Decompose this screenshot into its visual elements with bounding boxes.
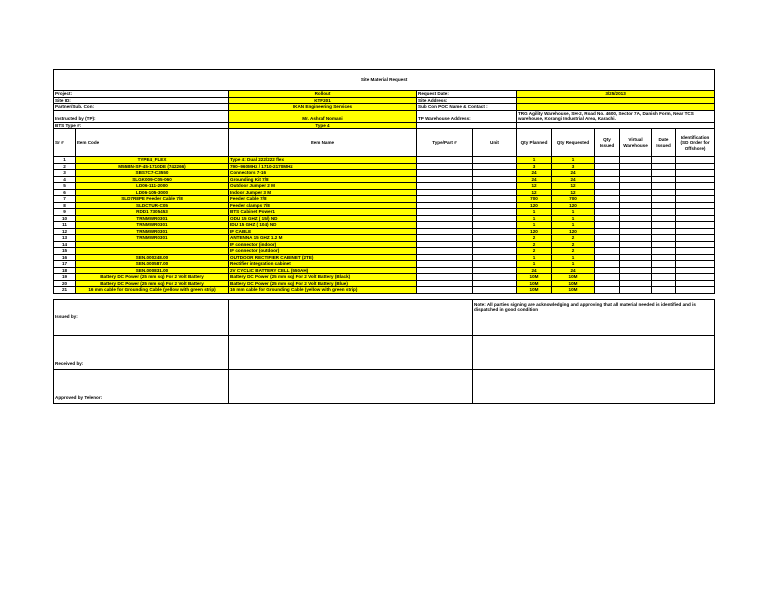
row-qty-planned: 24 xyxy=(517,170,552,177)
row-qty-planned: 120 xyxy=(517,202,552,209)
row-item-code: TRNMWR0301 xyxy=(76,228,229,235)
info-row xyxy=(54,97,715,104)
row-qty-requested: 3 xyxy=(552,163,595,170)
info-row xyxy=(54,122,715,129)
row-item-name: IF connector (indoor) xyxy=(229,241,417,248)
row-item-code: 16 mm cable for Grounding Cable (yellow with green strip) xyxy=(76,287,229,294)
row-qty-requested: 1 xyxy=(552,261,595,268)
column-header-code: Item Code xyxy=(76,129,229,157)
row-item-name: 16 mm cable for Grounding Cable (yellow with green strip) xyxy=(229,287,417,294)
row-item-code: Battery DC Power (25 mm sq) For 2 Volt Battery xyxy=(76,280,229,287)
row-qty-planned: 1 xyxy=(517,209,552,216)
row-qty-requested: 24 xyxy=(552,176,595,183)
signature-field xyxy=(229,299,473,335)
row-item-code: SEN.000587.00 xyxy=(76,261,229,268)
issued-by-label: Issued by: xyxy=(54,299,229,335)
row-sr: 14 xyxy=(54,241,76,248)
info-label: Project: xyxy=(54,91,229,98)
row-qty-requested: 12 xyxy=(552,183,595,190)
signature-row xyxy=(54,299,715,335)
info-label-right: Sub Con POC Name & Contact : xyxy=(417,104,517,111)
row-sr: 18 xyxy=(54,267,76,274)
row-qty-planned: 3 xyxy=(517,163,552,170)
row-item-name: ODU 15 GHZ ( 15/) ND xyxy=(229,215,417,222)
info-row xyxy=(54,104,715,111)
row-qty-planned: 10M xyxy=(517,274,552,281)
row-qty-planned: 1 xyxy=(517,215,552,222)
column-header-sr: Sr # xyxy=(54,129,76,157)
row-item-name: Outdoor Jumper 2 M xyxy=(229,183,417,190)
row-item-name: Rectifier integration cabinet xyxy=(229,261,417,268)
row-qty-requested: 24 xyxy=(552,267,595,274)
row-qty-requested: 10M xyxy=(552,287,595,294)
column-header-name: Item Name xyxy=(229,129,417,157)
row-sr: 13 xyxy=(54,235,76,242)
row-sr: 12 xyxy=(54,228,76,235)
info-value-right xyxy=(517,104,715,111)
row-qty-requested: 10M xyxy=(552,274,595,281)
info-label: Site ID: xyxy=(54,97,229,104)
info-label: Partner/Sub. Con: xyxy=(54,104,229,111)
row-qty-requested: 120 xyxy=(552,228,595,235)
info-row xyxy=(54,110,715,122)
row-item-code: RDD1 7305453 xyxy=(76,209,229,216)
info-value: Type 4 xyxy=(229,122,417,129)
row-item-name: IF connector (outdoor) xyxy=(229,248,417,255)
row-item-name: Battery DC Power (25 mm sq) For 2 Volt Battery (Blue) xyxy=(229,280,417,287)
row-item-name: IF CABLE xyxy=(229,228,417,235)
column-header-requested: Qty Requested xyxy=(552,129,595,157)
row-item-name: Grounding Kit 7/8 xyxy=(229,176,417,183)
material-request-sheet xyxy=(53,69,714,404)
row-item-name: Type 4: Dual 222/222 flex xyxy=(229,157,417,164)
signature-remarks xyxy=(473,335,715,369)
row-qty-requested: 24 xyxy=(552,170,595,177)
row-item-code: TRNMWR0301 xyxy=(76,222,229,229)
info-value-right xyxy=(517,97,715,104)
row-item-code: SLGK009-C05-060 xyxy=(76,176,229,183)
column-header-virtual: Virtual Warehouse xyxy=(620,129,652,157)
row-item-code: LD06-105-3000 xyxy=(76,189,229,196)
signature-note: Note: All parties signing are acknowledging and approving that all material needed is identified and is dispatched in good condition xyxy=(473,299,715,335)
info-value-right: 3/25/2013 xyxy=(517,91,715,98)
signature-row xyxy=(54,369,715,403)
info-row xyxy=(54,91,715,98)
row-qty-planned: 10M xyxy=(517,287,552,294)
row-qty-requested: 1 xyxy=(552,222,595,229)
row-item-code: M55BN-SF-45-1710DE (742266) xyxy=(76,163,229,170)
row-sr: 8 xyxy=(54,202,76,209)
row-qty-planned: 24 xyxy=(517,176,552,183)
row-item-name: Connectors 7-16 xyxy=(229,170,417,177)
row-qty-requested: 1 xyxy=(552,157,595,164)
row-item-code: TYPE4_FLEX xyxy=(76,157,229,164)
row-item-code: SLDCTUR-C05 xyxy=(76,202,229,209)
approved-by-label: Approved by Telenor: xyxy=(54,369,229,403)
row-item-name: Indoor Jumper 3 M xyxy=(229,189,417,196)
row-qty-planned: 1 xyxy=(517,254,552,261)
row-item-code: Battery DC Power (25 mm sq) For 2 Volt Battery xyxy=(76,274,229,281)
info-label-right xyxy=(417,122,517,129)
row-qty-requested: 1 xyxy=(552,254,595,261)
info-value-right xyxy=(517,122,715,129)
row-item-name: BTS Cabinet Power1 xyxy=(229,209,417,216)
row-qty-requested: 10M xyxy=(552,280,595,287)
info-label-right: Request Date: xyxy=(417,91,517,98)
row-qty-planned: 1 xyxy=(517,261,552,268)
row-item-code: TRNMWR0301 xyxy=(76,215,229,222)
signature-field xyxy=(229,369,473,403)
received-by-label: Received by: xyxy=(54,335,229,369)
signature-field xyxy=(229,335,473,369)
column-header-unit: Unit xyxy=(473,129,517,157)
row-item-name: ANTENNA 15 GHZ 1.2 M xyxy=(229,235,417,242)
row-item-name: OUTDOOR RECTIFIER CABINET (2TE) xyxy=(229,254,417,261)
info-value: Rollout xyxy=(229,91,417,98)
info-label-right: TP Warehouse Address: xyxy=(417,110,517,122)
row-item-code: SLD7R8PE Feeder Cable 7/8 xyxy=(76,196,229,203)
row-qty-requested: 1 xyxy=(552,209,595,216)
row-item-name: Feeder clamps 7/8 xyxy=(229,202,417,209)
row-sr: 9 xyxy=(54,209,76,216)
row-sr: 4 xyxy=(54,176,76,183)
sheet-title: Site Material Request xyxy=(54,70,715,91)
row-item-code: TRNMWR0301 xyxy=(76,235,229,242)
row-sr: 16 xyxy=(54,254,76,261)
signature-remarks xyxy=(473,369,715,403)
row-qty-planned: 24 xyxy=(517,267,552,274)
column-header-ident: Identification (SD Order for Offshore) xyxy=(676,129,715,157)
row-qty-requested: 1 xyxy=(552,215,595,222)
row-sr: 5 xyxy=(54,183,76,190)
row-qty-requested: 120 xyxy=(552,202,595,209)
row-qty-planned: 2 xyxy=(517,235,552,242)
row-item-code: SBS7C7-C3550 xyxy=(76,170,229,177)
row-sr: 19 xyxy=(54,274,76,281)
row-qty-requested: 2 xyxy=(552,248,595,255)
row-sr: 20 xyxy=(54,280,76,287)
row-qty-planned: 120 xyxy=(517,228,552,235)
row-item-code: SEN.000248.00 xyxy=(76,254,229,261)
info-label: BTS Type #: xyxy=(54,122,229,129)
table-body xyxy=(54,70,715,404)
row-qty-planned: 12 xyxy=(517,189,552,196)
row-qty-planned: 12 xyxy=(517,183,552,190)
row-qty-requested: 700 xyxy=(552,196,595,203)
row-sr: 3 xyxy=(54,170,76,177)
info-value: IKAN Engineering Services xyxy=(229,104,417,111)
column-header-type: Type/Part # xyxy=(417,129,473,157)
row-qty-planned: 700 xyxy=(517,196,552,203)
info-value: Mr. Ashraf Nomani xyxy=(229,110,417,122)
row-sr: 2 xyxy=(54,163,76,170)
row-item-name: Feeder Cable 7/8 xyxy=(229,196,417,203)
row-qty-planned: 1 xyxy=(517,222,552,229)
row-sr: 6 xyxy=(54,189,76,196)
row-item-name: IDU 15 GHZ ( 104) ND xyxy=(229,222,417,229)
row-sr: 10 xyxy=(54,215,76,222)
row-item-name: Battery DC Power (25 mm sq) For 2 Volt Battery (Black) xyxy=(229,274,417,281)
row-item-name: 790~960MHz / 1710-2170MHz xyxy=(229,163,417,170)
row-qty-planned: 2 xyxy=(517,248,552,255)
info-value-right: TRG Agility Warehouse, SH-2, Road No. 4600, Sector 7A, Danish Form, Near TCS warehouse, Korangi Industrial Area, Karachi. xyxy=(517,110,715,122)
row-qty-requested: 2 xyxy=(552,241,595,248)
row-sr: 17 xyxy=(54,261,76,268)
request-table xyxy=(53,69,715,404)
row-sr: 11 xyxy=(54,222,76,229)
row-item-name: 2V CYCLIC BATTERY CELL (550AH) xyxy=(229,267,417,274)
row-qty-requested: 2 xyxy=(552,235,595,242)
column-header-planned: Qty Planned xyxy=(517,129,552,157)
column-header-row xyxy=(54,129,715,157)
row-qty-requested: 12 xyxy=(552,189,595,196)
column-header-issued: Qty Issued xyxy=(595,129,620,157)
row-item-code: SEN.000831.00 xyxy=(76,267,229,274)
info-label: Instructed by (TP): xyxy=(54,110,229,122)
row-sr: 7 xyxy=(54,196,76,203)
row-qty-planned: 2 xyxy=(517,241,552,248)
row-qty-planned: 1 xyxy=(517,157,552,164)
row-item-code: LD06-111-2000 xyxy=(76,183,229,190)
info-label-right: Site Address: xyxy=(417,97,517,104)
row-sr: 1 xyxy=(54,157,76,164)
row-qty-planned: 10M xyxy=(517,280,552,287)
row-sr: 15 xyxy=(54,248,76,255)
row-sr: 21 xyxy=(54,287,76,294)
signature-row xyxy=(54,335,715,369)
column-header-date: Date Issued xyxy=(652,129,676,157)
info-value: KTF201 xyxy=(229,97,417,104)
